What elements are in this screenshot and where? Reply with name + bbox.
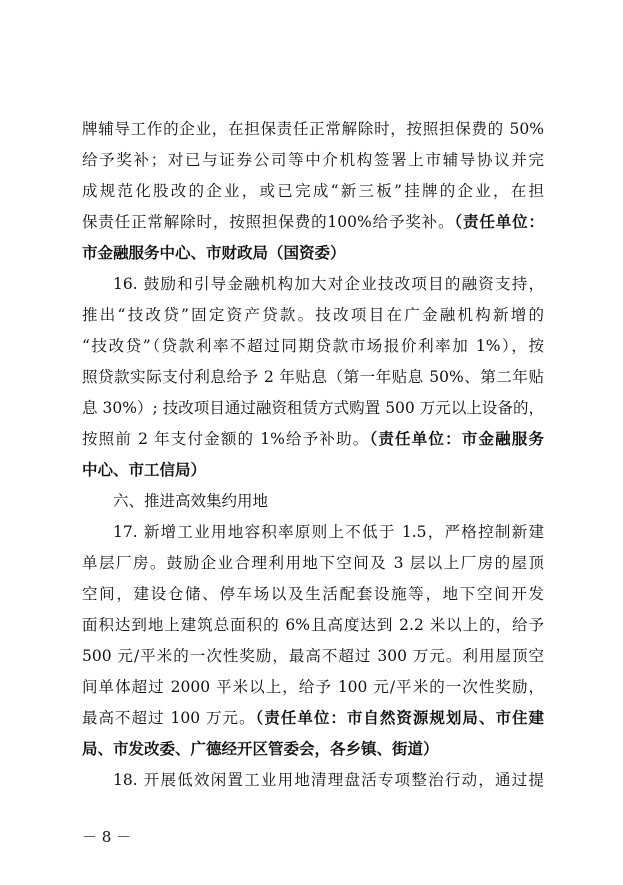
body-line: 500 元/平米的一次性奖励，最高不超过 300 万元。利用屋顶空 (82, 647, 544, 665)
body-line: 面积达到地上建筑总面积的 6%且高度达到 2.2 米以上的，给予 (82, 616, 544, 634)
body-line: 给予奖补；对已与证券公司等中介机构签署上市辅导协议并完 (82, 151, 544, 169)
body-line: 保责任正常解除时，按照担保费的100%给予奖补。（责任单位： (82, 213, 544, 231)
body-line: 牌辅导工作的企业，在担保责任正常解除时，按照担保费的 50% (82, 120, 544, 138)
body-line: 局、市发改委、广德经开区管委会，各乡镇、街道） (82, 740, 439, 758)
item-18-heading-line: 18. 开展低效闲置工业用地清理盘活专项整治行动，通过提 (113, 771, 544, 789)
body-line: 中心、市工信局） (82, 461, 207, 479)
body-line: 息 30%）; 技改项目通过融资租赁方式购置 500 万元以上设备的， (82, 399, 544, 417)
body-line: 间单体超过 2000 平米以上，给予 100 元/平米的一次性奖励， (82, 678, 544, 696)
body-line: 照贷款实际支付利息给予 2 年贴息（第一年贴息 50%、第二年贴 (82, 368, 544, 386)
body-line: 最高不超过 100 万元。（责任单位：市自然资源规划局、市住建 (82, 709, 544, 727)
body-line: 市金融服务中心、市财政局（国资委） (82, 244, 346, 262)
item-17-heading-line: 17. 新增工业用地容积率原则上不低于 1.5，严格控制新建 (113, 523, 544, 541)
page-number: － 8 － (82, 828, 132, 846)
item-16-heading-line: 16. 鼓励和引导金融机构加大对企业技改项目的融资支持， (113, 275, 544, 293)
body-line: 空间，建设仓储、停车场以及生活配套设施等，地下空间开发 (82, 585, 544, 603)
body-line: “技改贷”（贷款利率不超过同期贷款市场报价利率加 1%），按 (82, 337, 544, 355)
body-line: 按照前 2 年支付金额的 1%给予补助。（责任单位：市金融服务 (82, 430, 544, 448)
body-line: 单层厂房。鼓励企业合理利用地下空间及 3 层以上厂房的屋顶 (82, 554, 544, 572)
body-line: 成规范化股改的企业，或已完成“新三板”挂牌的企业，在担 (82, 182, 544, 200)
section-heading: 六、推进高效集约用地 (113, 492, 269, 510)
body-line: 推出“技改贷”固定资产贷款。技改项目在广金融机构新增的 (82, 306, 544, 324)
